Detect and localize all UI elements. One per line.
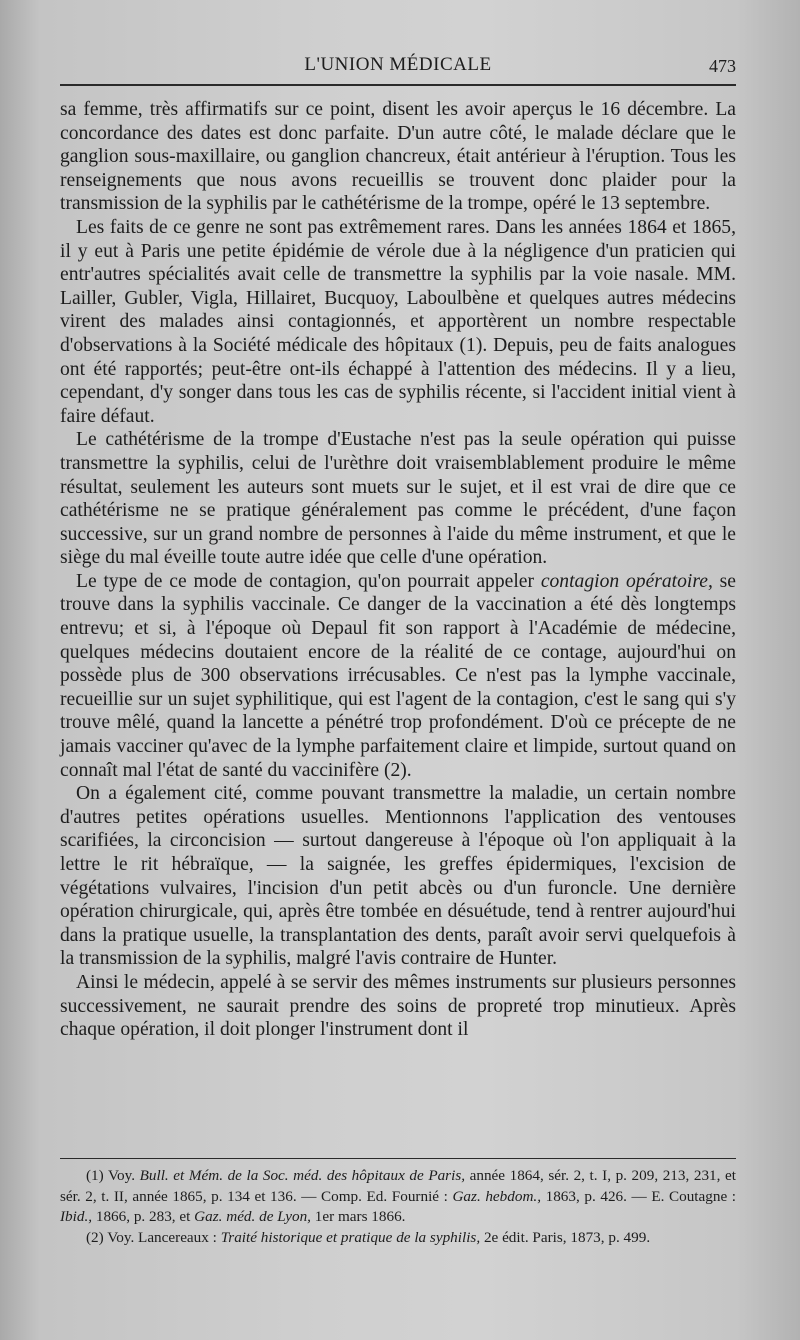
- footnote-citation: Gaz. hebdom.,: [452, 1187, 542, 1205]
- page-header: [60, 54, 736, 86]
- footnote-text: Voy.: [103, 1167, 140, 1184]
- paragraph: Le cathétérisme de la trompe d'Eustache n'est pas la seule opération qui puisse transmettre la syphilis, celui de l'urèthre doit vraisemblablement produire le même résultat, seulement les auteurs sont muets sur le sujet, et il est vrai de dire que ce cathétérisme ne se pratique généralement pas comme le précédent, d'une façon successive, sur un grand nombre de personnes à l'aide du même instrument, et que le siège du mal éveille toute autre idée que celle d'une opération.: [60, 429, 736, 569]
- footnote-text: 1863, p. 426. — E. Coutagne :: [541, 1187, 737, 1205]
- footnote: [60, 1166, 736, 1228]
- paragraph: Les faits de ce genre ne sont pas extrêmement rares. Dans les années 1864 et 1865, il y eut à Paris une petite épidémie de vérole due à la négligence d'un praticien qui entr'autres spécialités avait celle de transmettre la syphilis par la voie nasale. MM. Lailler, Gubler, Vigla, Hillairet, Bucquoy, Laboulbène et quelques autres médecins virent des malades ainsi contagionnés, et apportèrent un nombre respectable d'observations à la Société médicale des hôpitaux (1). Depuis, peu de faits analogues ont été rapportés; peut-être ont-ils échappé à l'attention des médecins. Il y a lieu, cependant, d'y songer dans tous les cas de syphilis récente, si l'accident initial vient à faire défaut.: [60, 216, 736, 427]
- footnotes: [60, 1166, 736, 1248]
- footnote-mark: (1): [86, 1167, 104, 1184]
- footnote-mark: (2): [86, 1228, 104, 1246]
- body-text: [60, 98, 736, 1042]
- paragraph: sa femme, très affirmatifs sur ce point, disent les avoir aperçus le 16 décembre. La concordance des dates est donc parfaite. D'un autre côté, le malade déclare que le ganglion sous-maxillaire, ou ganglion chancreux, était antérieur à l'éruption. Tous les renseignements que nous avons recueillis se trouvent donc plaider pour la transmission de la syphilis par le cathétérisme de la trompe, opéré le 13 septembre.: [60, 99, 736, 215]
- paragraph-text: Le type de ce mode de contagion, qu'on pourrait appeler: [76, 570, 541, 592]
- footnote-citation: Traité historique et pratique de la syphilis,: [220, 1228, 481, 1246]
- paragraph: Ainsi le médecin, appelé à se servir des mêmes instruments sur plusieurs personnes successivement, ne saurait prendre des soins de propreté trop minutieux. Après chaque opération, il doit plonger l'instrument dont il: [60, 971, 736, 1041]
- footnote-citation: Bull. et Mém. de la Soc. méd. des hôpitaux de Paris,: [139, 1167, 466, 1184]
- footnote-citation: Ibid.,: [60, 1208, 93, 1226]
- paragraph: On a également cité, comme pouvant transmettre la maladie, un certain nombre d'autres petites opérations usuelles. Mentionnons l'application des ventouses scarifiées, la circoncision — surtout dangereuse à l'époque où l'on appliquait à la lettre le rit hébraïque, — la saignée, les greffes épidermiques, l'excision de végétations vulvaires, l'incision d'un petit abcès ou d'un furoncle. Une dernière opération chirurgicale, qui, après être tombée en désuétude, tend à rentrer aujourd'hui dans la pratique usuelle, la transplantation des dents, paraît avoir servi quelquefois à la transmission de la syphilis, malgré l'avis contraire de Hunter.: [60, 783, 736, 970]
- paragraph-text: se trouve dans la syphilis vaccinale. Ce danger de la vaccination a été dès longtemps entrevu; et si, à l'époque où Depaul fit son rapport à l'Académie de médecine, quelques médecins doutaient encore de la réalité de ce contage, aujourd'hui on possède plus de 300 observations irrécusables. Ce n'est pas la lymphe vaccinale, recueillie sur un sujet syphilitique, qui est l'agent de la contagion, c'est le sang qui s'y trouve mêlé, quand la lancette a pénétré trop profondément. D'où ce précepte de ne jamais vacciner qu'avec de la lymphe parfaitement claire et limpide, surtout quand on connaît mal l'état de santé du vaccinifère (2).: [60, 570, 736, 781]
- footnote-text: 1er mars 1866.: [310, 1208, 406, 1226]
- page-number: 473: [709, 56, 736, 76]
- paragraph: [60, 570, 736, 782]
- footnote: [60, 1228, 736, 1249]
- footnote-citation: Gaz. méd. de Lyon,: [194, 1208, 311, 1226]
- running-head: L'UNION MÉDICALE: [304, 54, 492, 75]
- footnote-text: Voy. Lancereaux :: [103, 1228, 221, 1246]
- footnote-text: 2e édit. Paris, 1873, p. 499.: [480, 1228, 651, 1246]
- emphasized-term: contagion opératoire,: [540, 570, 713, 592]
- footnote-rule: [60, 1158, 736, 1159]
- footnote-text: année 1864, sér. 2, t. I, p. 209, 213, 231, et sér. 2, t. II, année 1865, p. 134 et 136. — Comp. Ed. Fournié :: [60, 1167, 736, 1205]
- footnote-text: 1866, p. 283, et: [92, 1208, 195, 1226]
